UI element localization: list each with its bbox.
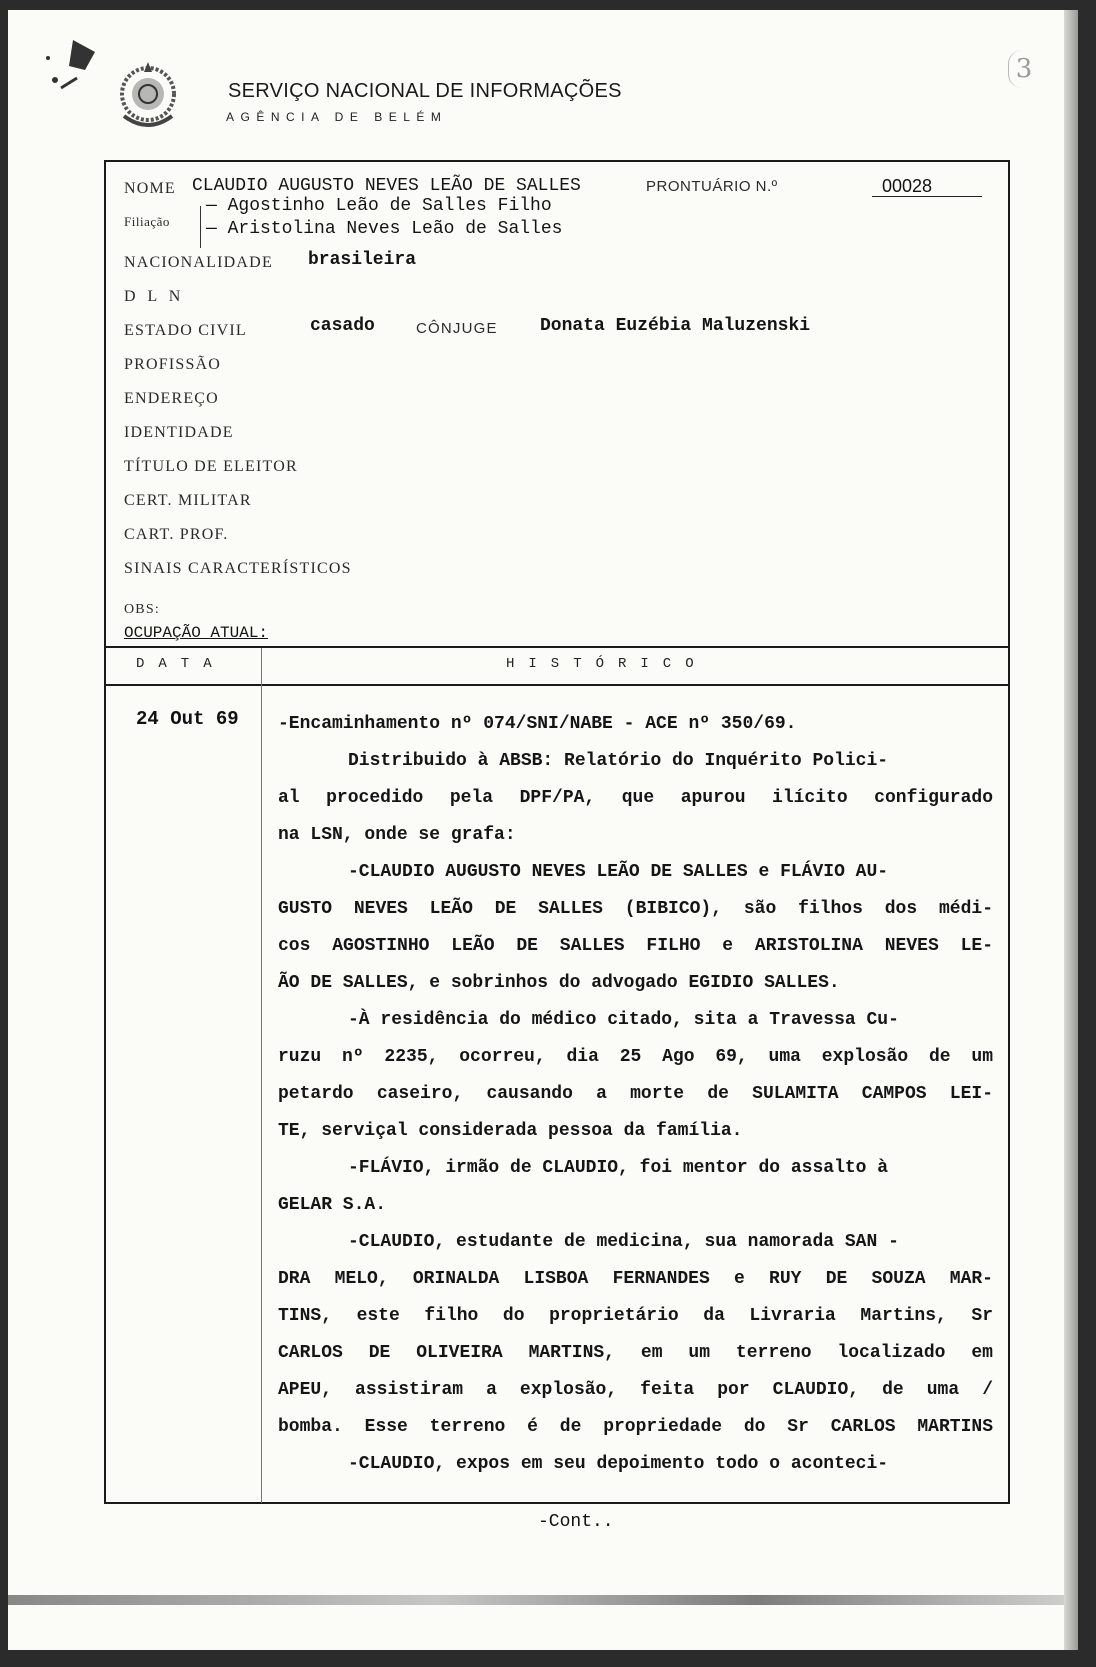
conjuge-value: Donata Euzébia Maluzenski — [540, 316, 811, 336]
historico-line: bomba. Esse terreno é de propriedade do Sr CARLOS MARTINS — [278, 1417, 993, 1437]
identidade-label: IDENTIDADE — [124, 424, 234, 441]
filiacao-bracket — [200, 206, 201, 248]
sinais-label: SINAIS CARACTERÍSTICOS — [124, 560, 352, 577]
titulo-eleitor-label: TÍTULO DE ELEITOR — [124, 458, 298, 475]
historico-line: -CLAUDIO, expos em seu depoimento todo o aconteci- — [348, 1454, 889, 1474]
conjuge-label: CÔNJUGE — [416, 320, 498, 337]
filiacao-label: Filiação — [124, 214, 170, 229]
historico-line: -À residência do médico citado, sita a Travessa Cu- — [348, 1010, 899, 1030]
historico-text — [278, 706, 993, 1483]
historico-line: TINS, este filho do proprietário da Livraria Martins, Sr — [278, 1306, 993, 1326]
historico-line: APEU, assistiram a explosão, feita por CLAUDIO, de uma / — [278, 1380, 993, 1400]
agency-subtitle: AGÊNCIA DE BELÉM — [226, 110, 448, 124]
col-header-historico: HISTÓRICO — [506, 656, 708, 672]
historico-line: al procedido pela DPF/PA, que apurou ilícito configurado — [278, 788, 993, 808]
obs-label: OBS: — [124, 602, 160, 617]
nacionalidade-label: NACIONALIDADE — [124, 254, 273, 271]
historico-line: ÃO DE SALLES, e sobrinhos do advogado EGIDIO SALLES. — [278, 973, 840, 993]
ink-smudge-mark — [33, 30, 113, 100]
table-top-rule — [106, 646, 1008, 648]
historico-line: ruzu nº 2235, ocorreu, dia 25 Ago 69, uma explosão de um — [278, 1047, 993, 1067]
coat-of-arms-emblem — [108, 56, 188, 136]
agency-title: SERVIÇO NACIONAL DE INFORMAÇÕES — [228, 80, 622, 102]
page-edge-shadow — [1064, 10, 1078, 1650]
column-divider — [261, 648, 262, 1503]
historico-line: na LSN, onde se grafa: — [278, 825, 516, 845]
continuation-note: -Cont.. — [538, 1512, 614, 1532]
estado-civil-label: ESTADO CIVIL — [124, 322, 247, 339]
filiacao-mae: — Aristolina Neves Leão de Salles — [206, 219, 563, 239]
table-header-rule — [106, 684, 1008, 686]
filiacao-pai: — Agostinho Leão de Salles Filho — [206, 196, 552, 216]
nome-value: CLAUDIO AUGUSTO NEVES LEÃO DE SALLES — [192, 176, 581, 196]
page-number: 3 — [1008, 50, 1039, 88]
historico-line: -CLAUDIO, estudante de medicina, sua namorada SAN - — [348, 1232, 899, 1252]
prontuario-label: PRONTUÁRIO N.º — [646, 178, 778, 195]
entry-date: 24 Out 69 — [136, 708, 239, 730]
estado-civil-value: casado — [310, 316, 375, 336]
historico-line: DRA MELO, ORINALDA LISBOA FERNANDES e RUY DE SOUZA MAR- — [278, 1269, 993, 1289]
historico-line: petardo caseiro, causando a morte de SULAMITA CAMPOS LEI- — [278, 1084, 993, 1104]
historico-line: GUSTO NEVES LEÃO DE SALLES (BIBICO), são filhos dos médi- — [278, 899, 993, 919]
historico-line: -Encaminhamento nº 074/SNI/NABE - ACE nº 350/69. — [278, 714, 797, 734]
historico-line: cos AGOSTINHO LEÃO DE SALLES FILHO e ARISTOLINA NEVES LE- — [278, 936, 993, 956]
historico-line: Distribuido à ABSB: Relatório do Inquérito Polici- — [348, 751, 889, 771]
dln-label: D L N — [124, 288, 185, 305]
profissao-label: PROFISSÃO — [124, 356, 222, 373]
document-page — [8, 10, 1078, 1650]
historico-line: TE, serviçal considerada pessoa da família. — [278, 1121, 743, 1141]
historico-line: GELAR S.A. — [278, 1195, 387, 1215]
ocupacao-label: OCUPAÇÃO ATUAL: — [124, 624, 269, 642]
cert-militar-label: CERT. MILITAR — [124, 492, 252, 509]
historico-line: -FLÁVIO, irmão de CLAUDIO, foi mentor do assalto à — [348, 1158, 889, 1178]
historico-line: CARLOS DE OLIVEIRA MARTINS, em um terreno localizado em — [278, 1343, 993, 1363]
historico-line: -CLAUDIO AUGUSTO NEVES LEÃO DE SALLES e FLÁVIO AU- — [348, 862, 889, 882]
record-form — [104, 160, 1010, 1504]
scan-edge-smudge — [8, 1595, 1078, 1605]
cart-prof-label: CART. PROF. — [124, 526, 229, 543]
col-header-data: DATA — [136, 656, 226, 672]
endereco-label: ENDEREÇO — [124, 390, 219, 407]
nacionalidade-value: brasileira — [308, 250, 417, 270]
prontuario-value: 00028 — [872, 176, 982, 197]
nome-label: NOME — [124, 180, 176, 197]
